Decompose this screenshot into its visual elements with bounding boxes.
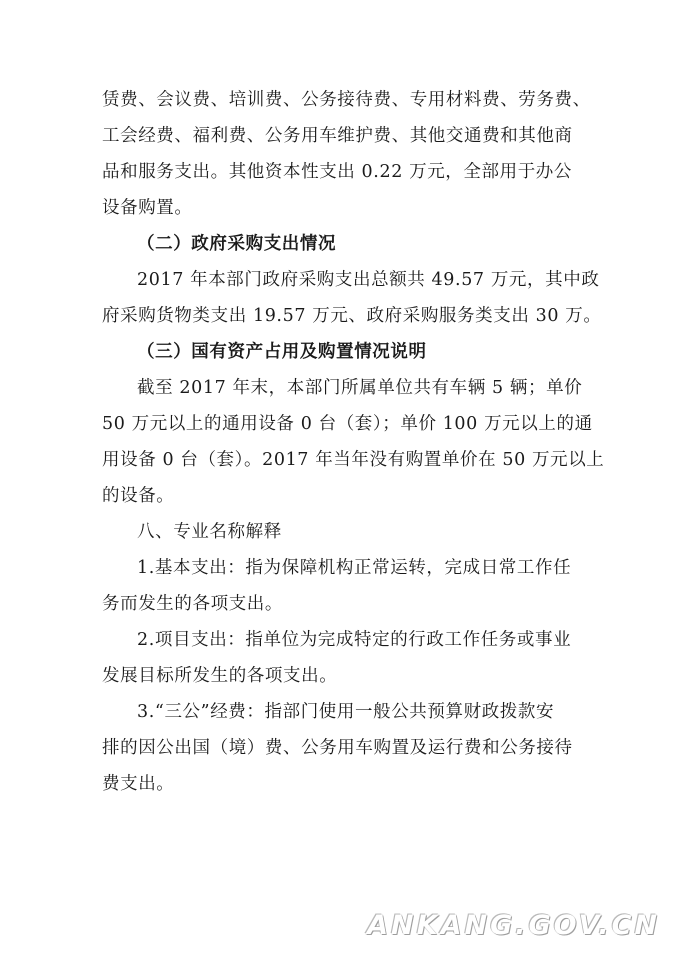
section-heading-procurement: （二）政府采购支出情况 bbox=[137, 234, 337, 254]
body-text-line: 赁费、会议费、培训费、公务接待费、专用材料费、劳务费、 bbox=[102, 90, 591, 110]
body-text-line: 的设备。 bbox=[102, 486, 175, 506]
body-text-line: 用设备 0 台（套）。2017 年当年没有购置单价在 50 万元以上 bbox=[102, 450, 605, 470]
site-watermark: ANKANG.GOV.CN bbox=[367, 910, 660, 941]
body-text-line: 1.基本支出：指为保障机构正常运转，完成日常工作任 bbox=[137, 558, 572, 578]
body-text-line: 2.项目支出：指单位为完成特定的行政工作任务或事业 bbox=[137, 630, 572, 650]
body-text-line: 务而发生的各项支出。 bbox=[102, 594, 283, 614]
body-text-line: 工会经费、福利费、公务用车维护费、其他交通费和其他商 bbox=[102, 126, 573, 146]
section-heading-assets: （三）国有资产占用及购置情况说明 bbox=[137, 342, 427, 362]
body-text-line: 50 万元以上的通用设备 0 台（套）；单价 100 万元以上的通 bbox=[102, 414, 593, 434]
body-text-line: 设备购置。 bbox=[102, 198, 193, 218]
body-text-line: 3.“三公”经费：指部门使用一般公共预算财政拨款安 bbox=[137, 702, 555, 722]
body-text-line: 发展目标所发生的各项支出。 bbox=[102, 666, 338, 686]
body-text-line: 截至 2017 年末，本部门所属单位共有车辆 5 辆；单价 bbox=[137, 378, 583, 398]
body-text-line: 费支出。 bbox=[102, 774, 175, 794]
body-text-line: 品和服务支出。其他资本性支出 0.22 万元，全部用于办公 bbox=[102, 162, 572, 182]
body-text-line: 府采购货物类支出 19.57 万元、政府采购服务类支出 30 万。 bbox=[102, 306, 602, 326]
body-text-line: 2017 年本部门政府采购支出总额共 49.57 万元，其中政 bbox=[137, 270, 600, 290]
body-text-line: 排的因公出国（境）费、公务用车购置及运行费和公务接待 bbox=[102, 738, 573, 758]
section-heading-terms: 八、专业名称解释 bbox=[137, 522, 282, 542]
